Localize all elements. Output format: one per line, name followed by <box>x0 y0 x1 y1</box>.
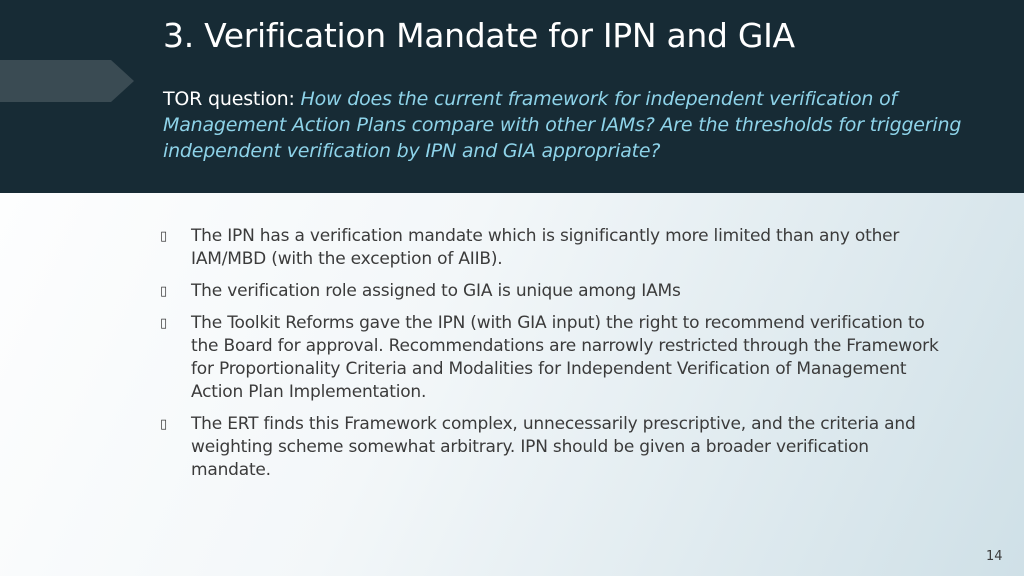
bullet-item <box>160 312 950 404</box>
arrow-tab-decoration <box>0 60 134 102</box>
bullet-marker-icon: ▯ <box>160 229 167 244</box>
tor-question: How does the current framework for independent verification of Management Action Plans compare with other IAMs? Are the thresholds for triggering independent verification by IPN and GIA appropriate? <box>163 88 962 162</box>
bullet-text: The ERT finds this Framework complex, unnecessarily prescriptive, and the criteria and weighting scheme somewhat arbitrary. IPN should be given a broader verification mandate. <box>191 414 916 480</box>
tor-question-block <box>163 86 983 164</box>
tor-label: TOR question: <box>163 88 301 110</box>
bullet-text: The Toolkit Reforms gave the IPN (with GIA input) the right to recommend verification to the Board for approval. Recommendations are narrowly restricted through the Framework for Proportionality Criteria and Modalities for Independent Verification of Management Action Plan Implementation. <box>191 313 939 402</box>
bullet-text: The verification role assigned to GIA is unique among IAMs <box>191 281 681 301</box>
bullet-item <box>160 225 950 271</box>
slide-title: 3. Verification Mandate for IPN and GIA <box>163 16 795 55</box>
bullet-item <box>160 413 950 482</box>
bullet-item <box>160 280 950 303</box>
bullet-text: The IPN has a verification mandate which is significantly more limited than any other IAM/MBD (with the exception of AIIB). <box>191 226 900 269</box>
bullet-marker-icon: ▯ <box>160 284 167 299</box>
bullet-list <box>160 225 950 491</box>
header-band <box>0 0 1024 193</box>
bullet-marker-icon: ▯ <box>160 417 167 432</box>
page-number: 14 <box>986 549 1003 564</box>
bullet-marker-icon: ▯ <box>160 316 167 331</box>
